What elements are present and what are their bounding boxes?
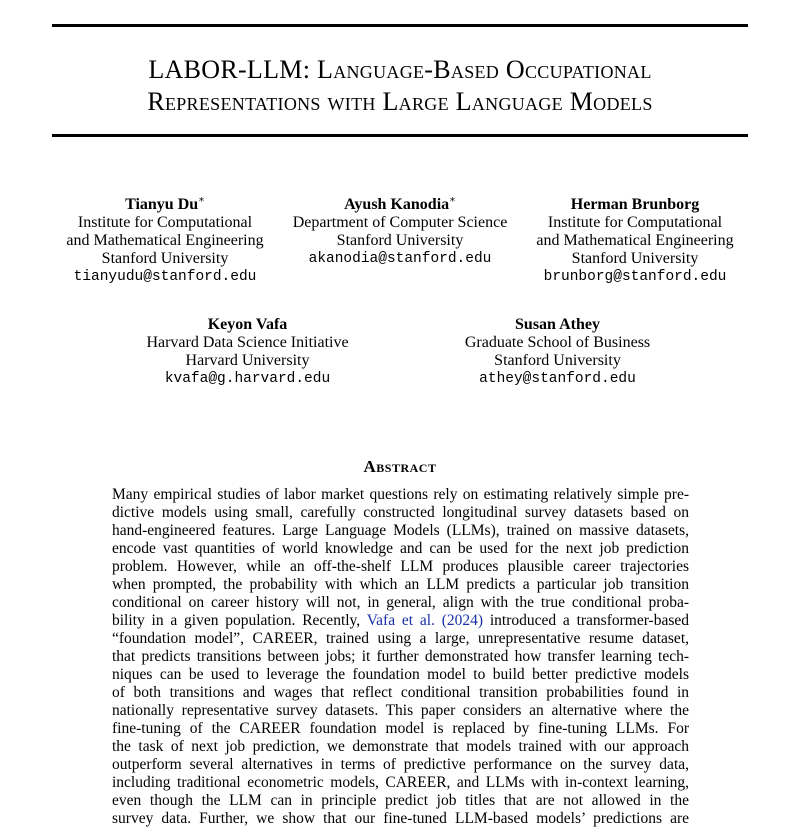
abstract-line: encode vast quantities of world knowledge and can be used for the next job prediction bbox=[112, 540, 689, 557]
author-block-susan-athey bbox=[430, 316, 685, 388]
author-block-herman-brunborg bbox=[515, 196, 755, 286]
citation-link[interactable]: Vafa et al. (2024) bbox=[366, 612, 484, 629]
author-name: Herman Brunborg bbox=[570, 196, 700, 213]
abstract-line: even though the LLM can in principle predict job titles that are not allowed in the bbox=[112, 792, 689, 809]
author-affiliation: Stanford University bbox=[571, 250, 699, 267]
author-email[interactable]: akanodia@stanford.edu bbox=[308, 251, 492, 267]
abstract-line-with-citation: bility in a given population. Recently, Vafa et al. (2024) introduced a transformer-based bbox=[112, 612, 690, 629]
abstract-line: hand-engineered features. Large Language Models (LLMs), trained on massive datasets, bbox=[112, 522, 689, 539]
abstract-line: niques can be used to leverage the foundation model to build better predictive models bbox=[112, 666, 689, 683]
title-rule-bottom bbox=[52, 134, 748, 137]
author-affiliation: Harvard University bbox=[185, 352, 310, 369]
author-affiliation: Institute for Computational bbox=[77, 214, 253, 231]
abstract-line: of both transitions and wages that reflect conditional transition probabilities found in bbox=[112, 684, 689, 701]
abstract-line: Many empirical studies of labor market questions rely on estimating relatively simple pre- bbox=[112, 486, 689, 503]
paper-title-line-2: Representations with Large Language Models bbox=[147, 87, 653, 116]
author-name: Susan Athey bbox=[515, 316, 600, 333]
abstract-heading: Abstract bbox=[363, 457, 437, 476]
abstract-line: fine-tuning of the CAREER foundation model is replaced by fine-tuning LLMs. For bbox=[112, 720, 689, 737]
abstract-line: when prompted, the probability with which an LLM predicts a particular job transition bbox=[112, 576, 689, 593]
author-email[interactable]: athey@stanford.edu bbox=[479, 371, 636, 387]
abstract-line: including traditional econometric models, CAREER, and LLMs with in-context learning, bbox=[112, 774, 689, 791]
author-name: Ayush Kanodia∗ bbox=[344, 194, 456, 213]
author-affiliation: Institute for Computational bbox=[547, 214, 723, 231]
author-affiliation: and Mathematical Engineering bbox=[536, 232, 734, 249]
author-email[interactable]: kvafa@g.harvard.edu bbox=[164, 371, 331, 387]
abstract-line: the task of next job prediction, we demonstrate that models trained with our approach bbox=[112, 738, 689, 755]
abstract-line: conditional on career history will not, in general, align with the true conditional proba- bbox=[112, 594, 689, 611]
paper-title-line-1: LABOR-LLM: Language-Based Occupational bbox=[148, 55, 652, 84]
author-block-tianyu-du bbox=[45, 196, 285, 286]
abstract-line: survey data. Further, we show that our fine-tuned LLM-based models’ predictions are bbox=[112, 810, 689, 827]
author-block-ayush-kanodia bbox=[280, 196, 520, 268]
author-name: Tianyu Du∗ bbox=[125, 194, 205, 213]
abstract-line: that predicts transitions between jobs; it further demonstrated how transfer learning tech- bbox=[112, 648, 689, 665]
author-affiliation: and Mathematical Engineering bbox=[66, 232, 264, 249]
author-affiliation: Graduate School of Business bbox=[464, 334, 651, 351]
author-affiliation: Harvard Data Science Initiative bbox=[146, 334, 349, 351]
abstract-line: nationally representative survey datasets. This paper considers an alternative where the bbox=[112, 702, 689, 719]
abstract-line: outperform several alternatives in terms of predictive performance on the survey data, bbox=[112, 756, 689, 773]
abstract-line: dictive models using small, carefully constructed longitudinal survey datasets based on bbox=[112, 504, 689, 521]
author-block-keyon-vafa bbox=[120, 316, 375, 388]
author-name: Keyon Vafa bbox=[207, 316, 288, 333]
author-affiliation: Stanford University bbox=[101, 250, 229, 267]
author-affiliation: Stanford University bbox=[494, 352, 621, 369]
title-rule-top bbox=[52, 24, 748, 27]
author-email[interactable]: tianyudu@stanford.edu bbox=[73, 269, 257, 285]
abstract-line: problem. However, while an off-the-shelf LLM produces plausible career trajectories bbox=[112, 558, 689, 575]
abstract-line: “foundation model”, CAREER, trained using a large, unrepresentative resume dataset, bbox=[112, 630, 689, 647]
author-affiliation: Department of Computer Science bbox=[292, 214, 508, 231]
author-affiliation: Stanford University bbox=[336, 232, 464, 249]
author-email[interactable]: brunborg@stanford.edu bbox=[543, 269, 727, 285]
